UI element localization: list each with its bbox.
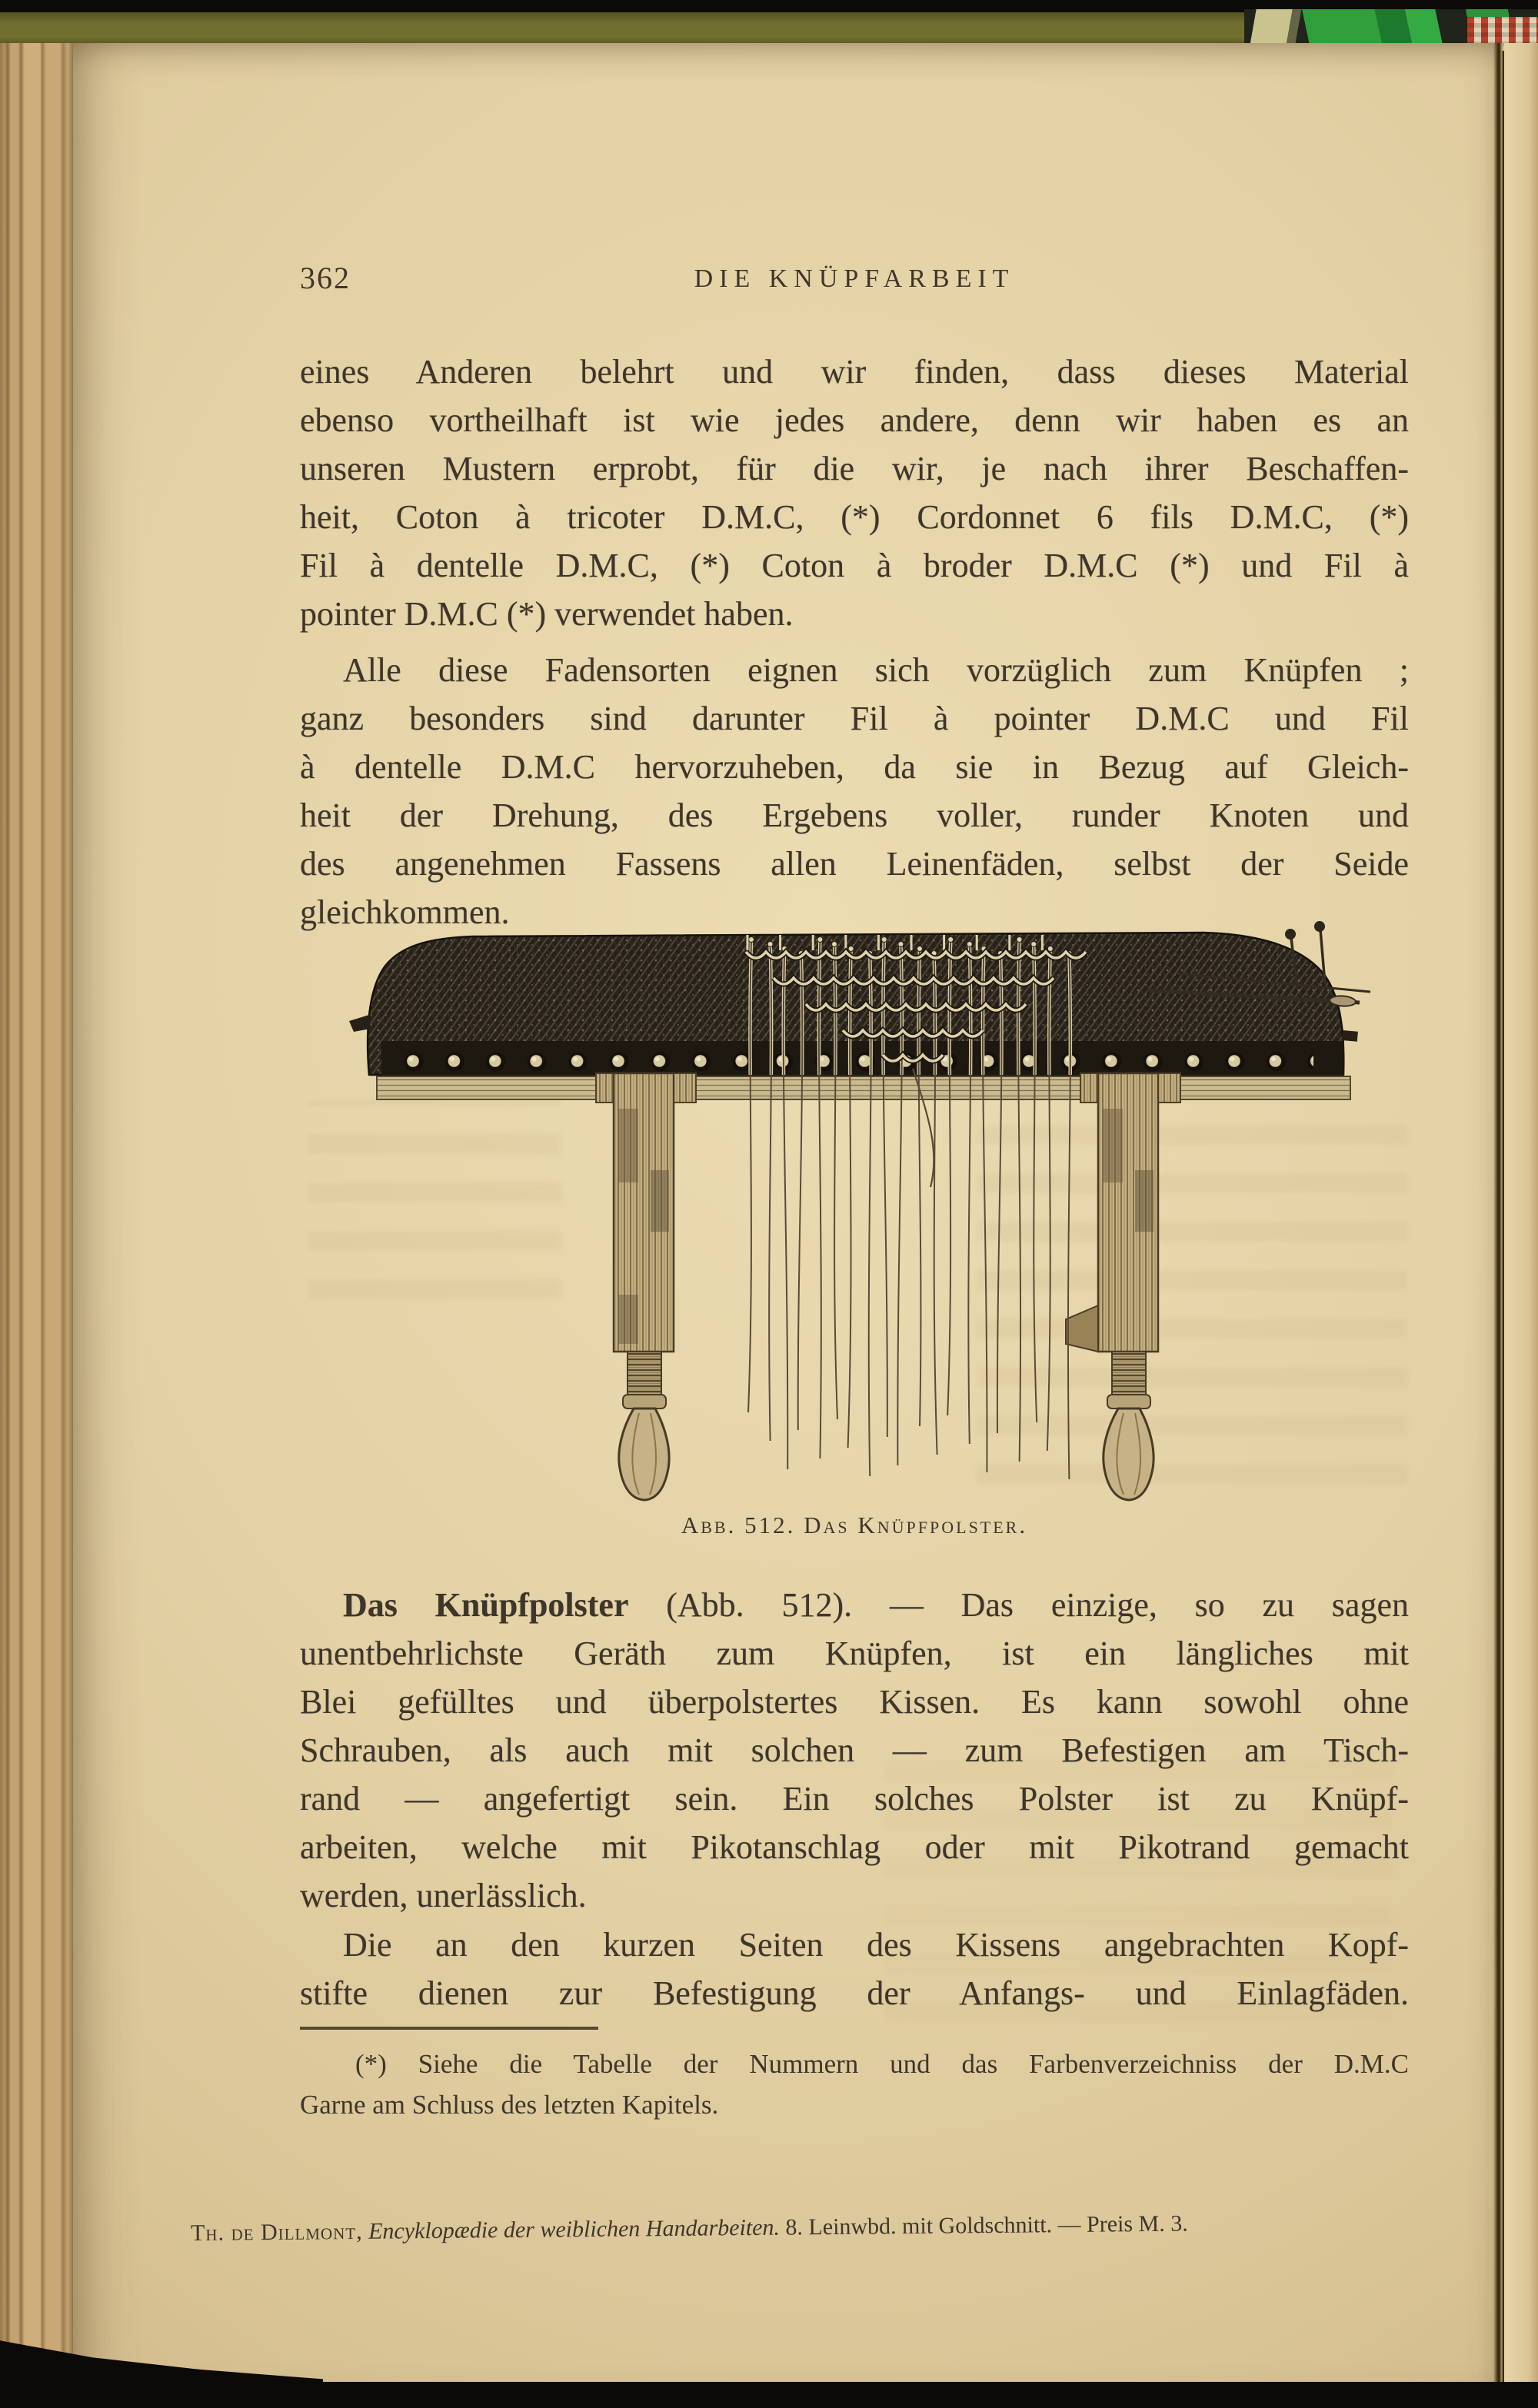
figure-caption: Abb. 512. Das Knüpfpolster. <box>681 1512 1028 1538</box>
bottom-cover-edge <box>0 2382 1538 2408</box>
text-line: unseren Mustern erprobt, für die wir, je nach ihrer Beschaffen- <box>300 450 1409 487</box>
text-line: heit der Drehung, des Ergebens voller, runder Knoten und <box>300 797 1409 834</box>
text-line: Garne am Schluss des letzten Kapitels. <box>300 2090 719 2120</box>
paragraph-3-rest <box>300 1629 1409 1920</box>
nail-row <box>381 1041 1344 1078</box>
paragraph-3 <box>300 1581 1409 1920</box>
imprint-title: Encyklopædie der weiblichen Handarbeiten. <box>368 2214 781 2244</box>
text-line: Blei gefülltes und überpolstertes Kissen. Es kann sowohl ohne <box>300 1683 1409 1721</box>
text-line: Die an den kurzen Seiten des Kissens angebrachten Kopf- <box>343 1926 1409 1964</box>
text-line: werden, unerlässlich. <box>300 1877 587 1914</box>
text-line: unentbehrlichste Geräth zum Knüpfen, ist ein längliches mit <box>300 1635 1409 1672</box>
clamp-handle <box>619 1409 669 1500</box>
clamp-handle <box>1104 1409 1154 1500</box>
right-stud <box>1342 1030 1358 1042</box>
clamp-screw <box>628 1352 661 1396</box>
text-line: à dentelle D.M.C hervorzuheben, da sie in Bezug auf Gleich- <box>300 748 1409 786</box>
paragraph-3-line-1: Das Knüpfpolster (Abb. 512). — Das einzige, so zu sagen <box>343 1586 1409 1624</box>
text-line: stifte dienen zur Befestigung der Anfangs- und Einlagfäden. <box>300 1974 1409 2012</box>
knotting-cushion-engraving <box>346 916 1377 1505</box>
text-line: gleichkommen. <box>300 893 510 931</box>
clamp-left <box>596 1073 696 1500</box>
page-crease <box>1493 43 1504 2397</box>
cushion-base-board <box>377 1076 1350 1099</box>
lead-in-bold: Das Knüpfpolster <box>343 1586 629 1624</box>
text-line: Fil à dentelle D.M.C, (*) Coton à broder D.M.C (*) und Fil à <box>300 547 1409 584</box>
clamp-screw <box>1112 1352 1146 1396</box>
imprint-author: Th. de Dillmont, <box>190 2218 363 2246</box>
clamp-right <box>1066 1073 1180 1500</box>
text-line: rand — angefertigt sein. Ein solches Polster ist zu Knüpf- <box>300 1780 1409 1818</box>
next-page-edge <box>1504 43 1538 2397</box>
text-line: (*) Siehe die Tabelle der Nummern und das Farbenverzeichniss der D.M.C <box>355 2049 1409 2079</box>
footnote <box>300 2044 1409 2125</box>
text-line: eines Anderen belehrt und wir finden, dass dieses Material <box>300 353 1409 391</box>
imprint-rest: 8. Leinwbd. mit Goldschnitt. — Preis M. 3. <box>785 2210 1188 2240</box>
page-edges-stack <box>0 43 74 2408</box>
text-line: Schrauben, als auch mit solchen — zum Befestigen am Tisch- <box>300 1731 1409 1769</box>
clamp-foot <box>1066 1305 1098 1352</box>
running-header: DIE KNÜPFARBEIT <box>694 264 1015 293</box>
text-line: ebenso vortheilhaft ist wie jedes andere, denn wir haben es an <box>300 401 1409 439</box>
text-line: arbeiten, welche mit Pikotanschlag oder mit Pikotrand gemacht <box>300 1828 1409 1866</box>
footnote-separator <box>300 2027 598 2030</box>
text-line: Alle diese Fadensorten eignen sich vorzüglich zum Knüpfen ; <box>343 651 1409 689</box>
text-line: pointer D.M.C (*) verwendet haben. <box>300 595 794 633</box>
paragraph-1 <box>300 348 1409 638</box>
text-line: heit, Coton à tricoter D.M.C, (*) Cordonnet 6 fils D.M.C, (*) <box>300 498 1409 536</box>
text-line: des angenehmen Fassens allen Leinenfäden, selbst der Seide <box>300 845 1409 883</box>
paragraph-2 <box>300 646 1409 936</box>
left-hook <box>349 1015 371 1032</box>
page-number: 362 <box>300 261 351 295</box>
text-line: ganz besonders sind darunter Fil à pointer D.M.C und Fil <box>300 700 1409 737</box>
paragraph-4 <box>300 1921 1409 2017</box>
